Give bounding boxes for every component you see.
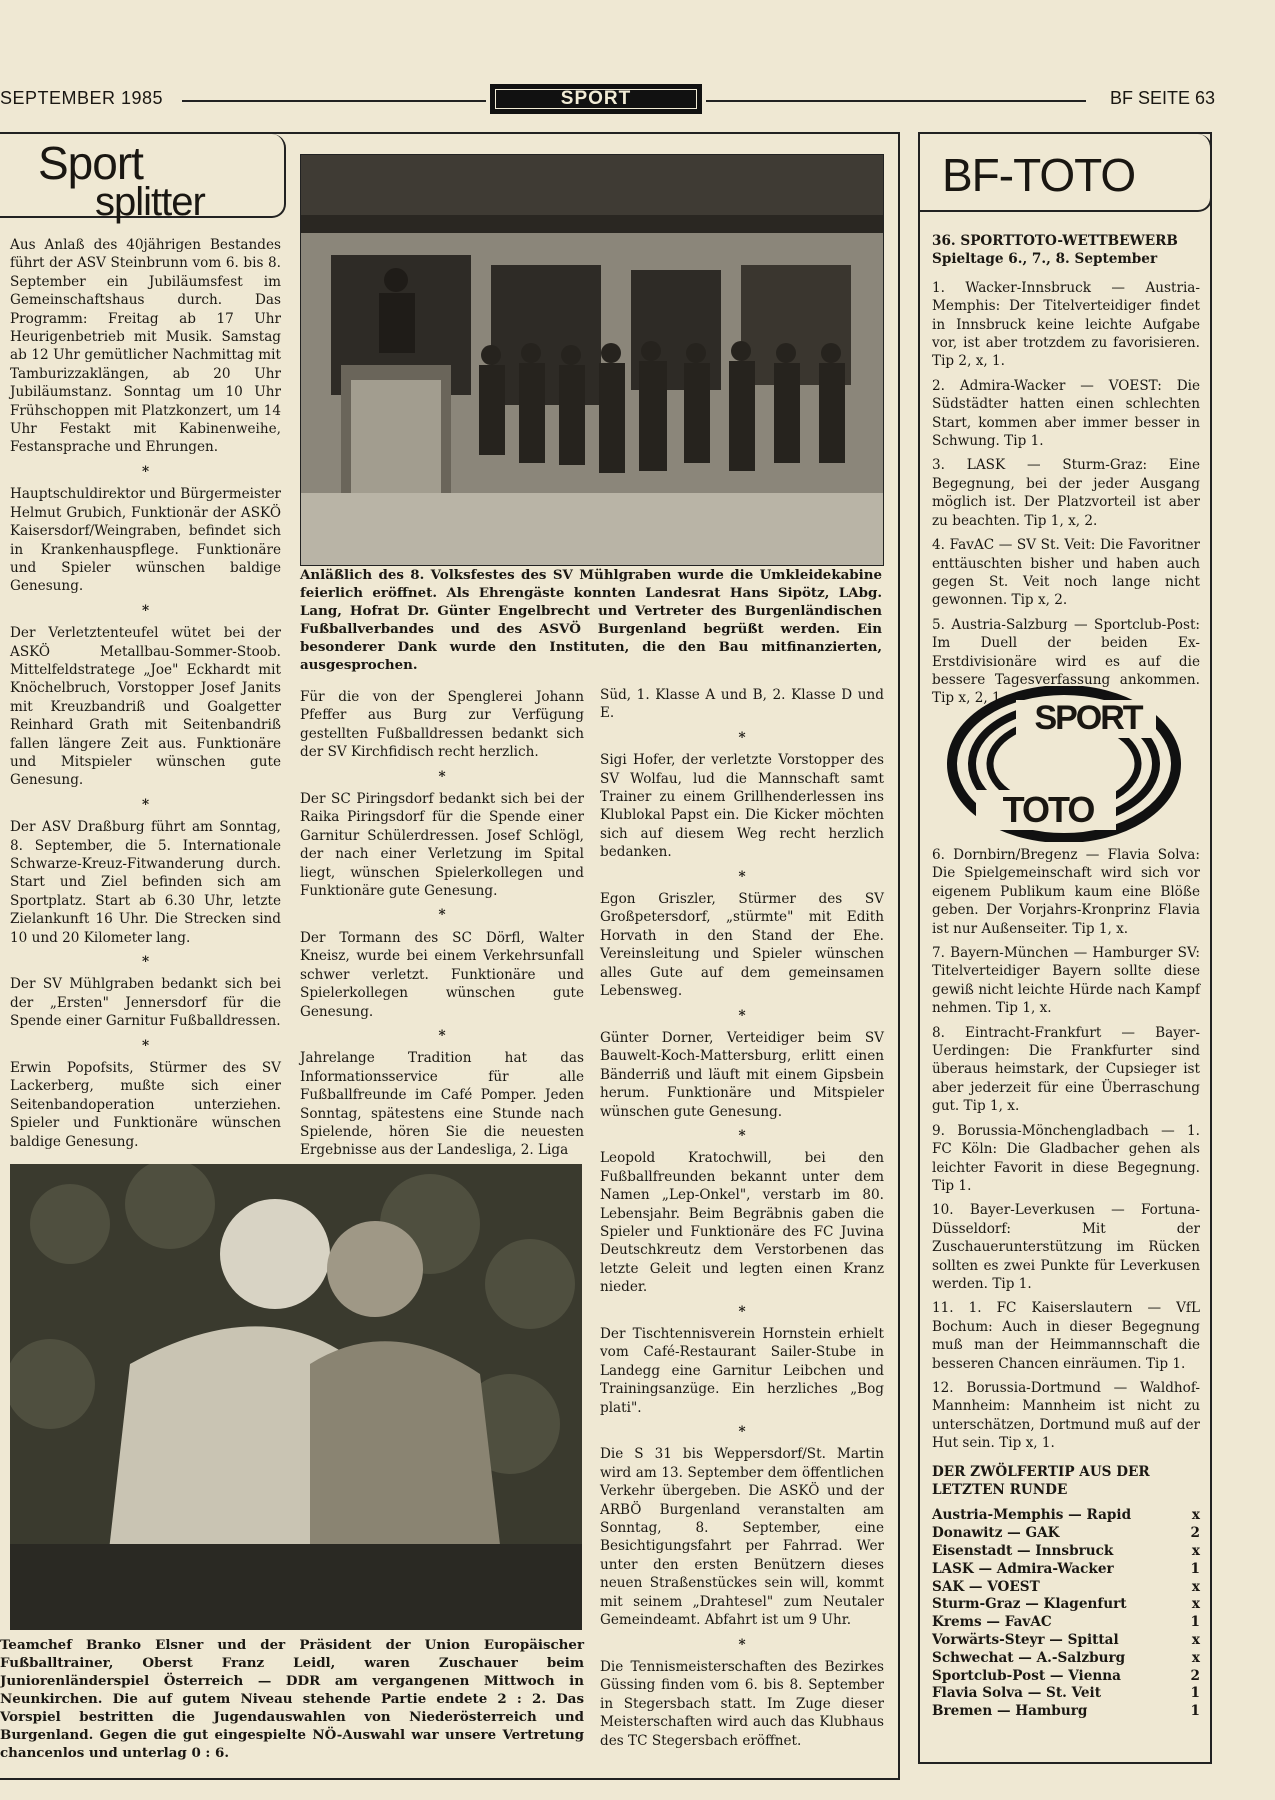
separator-star: * <box>141 1037 150 1054</box>
ceremony-photo-caption: Anläßlich des 8. Volksfestes des SV Mühlgraben wurde die Umkleidekabine feierlich eröffnet. Als Ehrengäste konnten Landesrat Hans Sipötz, LAbg. Lang, Hofrat Dr. Günter Engelbrecht und Vertreter des Burgenländischen Fußballverbandes und des ASVÖ Burgenland begrüßt werden. Ein besonderer Dank wurde den Instituten, die den Bau mitfinanzierten, ausgesprochen. <box>300 567 882 673</box>
separator-star: * <box>738 868 746 885</box>
tip-cell: x <box>1191 1596 1200 1613</box>
match-cell: Sportclub-Post — Vienna <box>932 1667 1121 1684</box>
table-row <box>932 1632 1200 1650</box>
separator-star: * <box>141 602 150 619</box>
toto-tip: 6. Dornbirn/Bregenz — Flavia Solva: Die Spielgemeinschaft wird sich vor eigenem Publikum kaum eine Blöße geben. Der Vorjahrs-Kronprinz Flavia ist nur Außenseiter. Tip 1, x. <box>932 847 1200 937</box>
separator-star: * <box>438 907 446 924</box>
table-row <box>932 1543 1200 1561</box>
tip-cell: x <box>1191 1507 1200 1524</box>
ceremony-photo-illustration <box>301 155 883 565</box>
news-item: Süd, 1. Klasse A und B, 2. Klasse D und E. <box>600 687 884 722</box>
separator-star: * <box>738 1007 746 1024</box>
news-item: Egon Griszler, Stürmer des SV Großpetersdorf, „stürmte" mit Edith Horvath in den Stand der Ehe. Vereinsleitung und Spieler wünschen alles Gute auf dem gemeinsamen Lebensweg. <box>600 891 884 1000</box>
tip-cell: 1 <box>1190 1560 1200 1577</box>
sporttoto-logo-top-text: SPORT <box>1034 699 1142 737</box>
toto-tip: 5. Austria-Salzburg — Sportclub-Post: Im Duell der beiden Ex-Erstdivisionäre wird es auf die bessere Tagesverfassung ankommen. Tip x, 2, 1. <box>932 616 1200 707</box>
tip-cell: 1 <box>1190 1614 1200 1631</box>
officials-photo <box>10 1164 582 1630</box>
toto-tip: 10. Bayer-Leverkusen — Fortuna-Düsseldorf: Mit der Zuschauerunterstützung im Rücken sollten es zwei Punkte für Leverkusen werden. Tip 1. <box>932 1202 1200 1292</box>
news-item: Leopold Kratochwill, bei den Fußballfreunden bekannt unter dem Namen „Lep-Onkel", verstarb im 80. Lebensjahr. Beim Begräbnis gaben die Spieler und Funktionäre des FC Juvina Deutschkreutz dem Verstorbenen das letzte Geleit und legten einen Kranz nieder. <box>600 1150 884 1296</box>
last-round-title: DER ZWÖLFERTIP AUS DER LETZTEN RUNDE <box>932 1463 1150 1498</box>
toto-subheading: Spieltage 6., 7., 8. September <box>932 251 1158 268</box>
match-cell: Schwechat — A.-Salzburg <box>932 1649 1126 1666</box>
toto-tip: 1. Wacker-Innsbruck — Austria-Memphis: Der Titelverteidiger findet in Innsbruck keine leichte Aufgabe vor, ist aber trotzdem zu favorisieren. Tip 2, x, 1. <box>932 279 1200 370</box>
tip-cell: 1 <box>1190 1685 1200 1702</box>
middle-text-column <box>300 688 584 1166</box>
separator-star: * <box>438 1027 446 1044</box>
toto-tip: 12. Borussia-Dortmund — Waldhof-Mannheim: Mannheim ist nicht zu unterschätzen, Dortmund muß auf der Hut sein. Tip x, 1. <box>932 1379 1200 1452</box>
separator-star: * <box>738 729 746 746</box>
tip-cell: x <box>1191 1649 1200 1666</box>
table-row <box>932 1525 1200 1543</box>
sportsplitter-title-line2: splitter <box>95 180 205 224</box>
header-rule-right <box>706 100 1086 102</box>
ceremony-photo <box>300 154 884 566</box>
sportsplitter-item: Der SV Mühlgraben bedankt sich bei der „Ersten" Jennersdorf für die Spende einer Garnitur Fußballdressen. <box>10 976 281 1030</box>
news-item: Der Tischtennisverein Hornstein erhielt vom Café-Restaurant Sailer-Stube in Landegg eine Garnitur Leibchen und Trainingsanzüge. Ein herzliches „Bog plati". <box>600 1326 884 1416</box>
news-item: Der SC Piringsdorf bedankt sich bei der Raika Piringsdorf für die Spende einer Garnitur Schülerdressen. Josef Schlögl, der nach einer Verletzung im Spital liegt, wünschen Spielerkollegen und Funktionäre gute Genesung. <box>300 791 584 900</box>
sporttoto-logo-bottom-text: TOTO <box>1002 789 1094 830</box>
toto-title-box <box>920 134 1212 212</box>
sportsplitter-item: Aus Anlaß des 40jährigen Bestandes führt der ASV Steinbrunn vom 6. bis 8. September ein Jubiläumsfest im Gemeinschaftshaus durch. Das Programm: Freitag ab 17 Uhr Heurigenbetrieb mit Musik. Samstag ab 12 Uhr gemütlicher Nachmittag mit Tamburizzaklängen, ab 20 Uhr Jubiläumstanz. Sonntag um 10 Uhr Frühschoppen mit Platzkonzert, um 14 Uhr Festakt mit Kabinenweihe, Festansprache und Ehrungen. <box>10 237 281 456</box>
separator-star: * <box>141 463 150 480</box>
news-item: Günter Dorner, Verteidiger beim SV Bauwelt-Koch-Mattersburg, erlitt einen Bänderriß und läuft mit einem Gipsbein herum. Funktionäre und Mitspieler wünschen gute Genesung. <box>600 1029 884 1120</box>
tip-cell: 1 <box>1190 1703 1200 1720</box>
toto-column-continued <box>932 846 1200 1721</box>
table-row <box>932 1596 1200 1614</box>
table-row <box>932 1668 1200 1686</box>
last-round-table <box>932 1507 1200 1721</box>
table-row <box>932 1614 1200 1632</box>
sportsplitter-title-box <box>0 134 286 224</box>
right-text-column <box>600 686 884 1756</box>
separator-star: * <box>141 796 150 813</box>
match-cell: Krems — FavAC <box>932 1614 1052 1631</box>
news-item: Sigi Hofer, der verletzte Vorstopper des SV Wolfau, lud die Mannschaft samt Trainer zu einem Grillhenderlessen ins Klublokal Papst ein. Die Kicker möchten sich auf diesem Weg recht herzlich bedanken. <box>600 752 884 861</box>
sportsplitter-item: Erwin Popofsits, Stürmer des SV Lackerberg, mußte sich einer Seitenbandoperation unterziehen. Spieler und Funktionäre wünschen baldige Genesung. <box>10 1060 281 1150</box>
header-date: SEPTEMBER 1985 <box>0 88 164 108</box>
news-item: Die S 31 bis Weppersdorf/St. Martin wird am 13. September dem öffentlichen Verkehr übergeben. Die ASKÖ und der ARBÖ Burgenland veranstalten am Sonntag, 8. September, eine Besichtigungsfahrt per Fahrrad. Wer unter den ersten Benützern dieses neuen Straßenstückes sein will, kommt mit seinem „Drahtesel" zum Neutaler Gemeindeamt. Abfahrt ist um 9 Uhr. <box>600 1446 884 1629</box>
toto-tip: 11. 1. FC Kaiserslautern — VfL Bochum: Auch in dieser Begegnung muß man der Heimmannschaft die besseren Chancen einräumen. Tip 1. <box>932 1300 1200 1372</box>
tip-cell: x <box>1191 1578 1200 1595</box>
match-cell: Bremen — Hamburg <box>932 1703 1088 1720</box>
tip-cell: x <box>1191 1631 1200 1648</box>
toto-title: BF-TOTO <box>942 149 1136 201</box>
toto-tip: 7. Bayern-München — Hamburger SV: Titelverteidiger Bayern sollte diese gewiß nicht leichte Hürde nach Kampf nehmen. Tip 1, x. <box>932 945 1200 1017</box>
toto-tip: 3. LASK — Sturm-Graz: Eine Begegnung, bei der jeder Ausgang möglich ist. Der Platzvorteil ist aber zu beachten. Tip 1, x, 2. <box>932 457 1200 529</box>
sportsplitter-title-line1: Sport <box>38 137 143 189</box>
sporttoto-logo <box>946 686 1182 842</box>
news-item: Der Tormann des SC Dörfl, Walter Kneisz, wurde bei einem Verkehrsunfall schwer verletzt. Funktionäre und Spielerkollegen wünschen gute Genesung. <box>300 929 584 1020</box>
tip-cell: x <box>1191 1543 1200 1559</box>
toto-tip: 2. Admira-Wacker — VOEST: Die Südstädter hatten einen schlechten Start, kommen aber immer besser in Schwung. Tip 1. <box>932 377 1200 450</box>
match-cell: Austria-Memphis — Rapid <box>932 1507 1132 1524</box>
toto-column <box>932 232 1200 714</box>
sportsplitter-item: Der ASV Draßburg führt am Sonntag, 8. September, die 5. Internationale Schwarze-Kreuz-Fitwanderung durch. Start und Ziel befinden sich am Sportplatz. Start ab 6.30 Uhr, letzte Zielankunft 16 Uhr. Die Strecken sind 10 und 20 Kilometer lang. <box>10 819 281 946</box>
section-label: SPORT <box>490 84 702 114</box>
news-item: Die Tennismeisterschaften des Bezirkes Güssing finden vom 6. bis 8. September in Stegersbach statt. Im Zuge dieser Meisterschaften wird auch das Klubhaus des TC Stegersbach eröffnet. <box>600 1658 884 1749</box>
header-rule-left <box>182 100 486 102</box>
separator-star: * <box>438 768 446 785</box>
table-row <box>932 1561 1200 1579</box>
tip-cell: 2 <box>1190 1667 1200 1684</box>
separator-star: * <box>141 954 150 971</box>
table-row <box>932 1685 1200 1703</box>
tip-cell: 2 <box>1190 1525 1200 1542</box>
officials-photo-caption: Teamchef Branko Elsner und der Präsident der Union Europäischer Fußballtrainer, Oberst Franz Leidl, waren Zuschauer beim Juniorenländerspiel Österreich — DDR am vergangenen Mittwoch in Neunkirchen. Die auf gutem Niveau stehende Partie endete 2 : 2. Das Vorspiel bestritten die Jugendauswahlen von Niederösterreich und Burgenland. Gegen die gut eingespielte NÖ-Auswahl war unsere Vertretung chancenlos und unterlag 0 : 6. <box>0 1637 584 1761</box>
separator-star: * <box>738 1424 746 1441</box>
toto-tip: 8. Eintracht-Frankfurt — Bayer-Uerdingen: Die Frankfurter sind überaus heimstark, der Cupsieger ist aber jederzeit für eine Überraschung gut. Tip 1, x. <box>932 1024 1200 1115</box>
table-row <box>932 1703 1200 1721</box>
match-cell: Flavia Solva — St. Veit <box>932 1685 1101 1702</box>
separator-star: * <box>738 1303 746 1320</box>
sportsplitter-item: Hauptschuldirektor und Bürgermeister Helmut Grubich, Funktionär der ASKÖ Kaisersdorf/Weingraben, befindet sich in Krankenhauspflege. Funktionäre und Spieler wünschen baldige Genesung. <box>10 486 281 595</box>
match-cell: LASK — Admira-Wacker <box>932 1560 1114 1577</box>
toto-tip: 9. Borussia-Mönchengladbach — 1. FC Köln: Die Gladbacher gehen als leichter Favorit in diese Begegnung. Tip 1. <box>932 1122 1200 1194</box>
separator-star: * <box>738 1636 746 1653</box>
match-cell: Sturm-Graz — Klagenfurt <box>932 1596 1127 1613</box>
match-cell: Donawitz — GAK <box>932 1525 1060 1542</box>
news-item: Für die von der Spenglerei Johann Pfeffer aus Burg zur Verfügung gestellten Fußballdressen bedankt sich der SV Kirchfidisch recht herzlich. <box>300 689 584 761</box>
officials-photo-illustration <box>10 1164 582 1630</box>
match-cell: Vorwärts-Steyr — Spittal <box>932 1631 1119 1648</box>
news-item: Jahrelange Tradition hat das Informationsservice für alle Fußballfreunde im Café Pomper. Jeden Sonntag, spätestens eine Stunde nach Spielende, hören Sie die neuesten Ergebnisse aus der Landesliga, 2. Liga <box>300 1050 584 1159</box>
sportsplitter-item: Der Verletztenteufel wütet bei der ASKÖ Metallbau-Sommer-Stoob. Mittelfeldstratege „Joe" Eckhardt mit Knöchelbruch, Vorstopper Josef Janits mit Kreuzbandriß und Goalgetter Reinhard Grath mit Seitenbandriß fallen längere Zeit aus. Funktionäre und Mitspieler wünschen gute Genesung. <box>10 625 281 789</box>
header-page-number: BF SEITE 63 <box>1109 88 1215 108</box>
match-cell: Eisenstadt — Innsbruck <box>932 1543 1114 1559</box>
toto-heading: 36. SPORTTOTO-WETTBEWERB <box>932 233 1178 249</box>
match-cell: SAK — VOEST <box>932 1578 1040 1595</box>
separator-star: * <box>738 1127 746 1144</box>
table-row <box>932 1579 1200 1597</box>
sportsplitter-column <box>10 236 281 1157</box>
table-row <box>932 1650 1200 1668</box>
toto-tip: 4. FavAC — SV St. Veit: Die Favoritner enttäuschten bisher und haben auch gegen St. Veit noch lange nicht gewonnen. Tip x, 2. <box>932 537 1200 609</box>
table-row <box>932 1507 1200 1525</box>
